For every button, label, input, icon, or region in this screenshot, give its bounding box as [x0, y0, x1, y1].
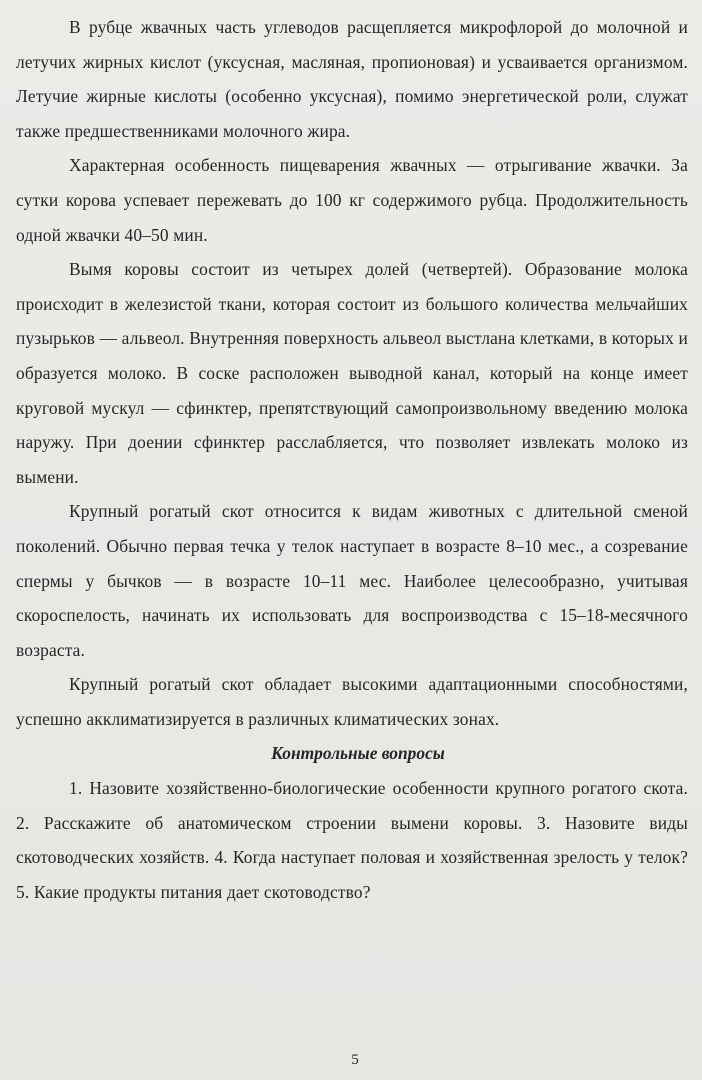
paragraph-reproduction: Крупный рогатый скот относится к видам животных с длительной сменой поколений. Обычно первая течка у телок наступает в возрасте 8–10 мес., а созревание спермы у бычков — в возрасте 10–11 мес. Наиболее целесообразно, учитывая скороспелость, начинать их использовать для воспроизводства с 15–18-месячного возраста.	[16, 501, 688, 660]
paragraph-adaptation: Крупный рогатый скот обладает высокими адаптационными способностями, успешно акклиматизируется в различных климатических зонах.	[16, 674, 688, 729]
paragraph-rumen-digestion: В рубце жвачных часть углеводов расщепляется микрофлорой до молочной и летучих жирных кислот (уксусная, масляная, пропионовая) и усваивается организмом. Летучие жирные кислоты (особенно уксусная), помимо энергетической роли, служат также предшественниками молочного жира.	[16, 17, 688, 141]
page-number: 5	[351, 1052, 359, 1068]
section-heading: Контрольные вопросы	[271, 743, 445, 764]
questions-paragraph: 1. Назовите хозяйственно-биологические особенности крупного рогатого скота. 2. Расскажите об анатомическом строении вымени коровы. 3. Назовите виды скотоводческих хозяйств. 4. Когда наступает половая и хозяйственная зрелость у телок? 5. Какие продукты питания дает скотоводство?	[16, 778, 688, 902]
paragraph-rumination: Характерная особенность пищеварения жвачных — отрыгивание жвачки. За сутки корова успевает пережевать до 100 кг содержимого рубца. Продолжительность одной жвачки 40–50 мин.	[16, 155, 688, 245]
paragraph-udder-structure: Вымя коровы состоит из четырех долей (четвертей). Образование молока происходит в железистой ткани, которая состоит из большого количества мельчайших пузырьков — альвеол. Внутренняя поверхность альвеол выстлана клетками, в которых и образуется молоко. В соске расположен выводной канал, который на конце имеет круговой мускул — сфинктер, препятствующий самопроизвольному введению молока наружу. При доении сфинктер расслабляется, что позволяет извлекать молоко из вымени.	[16, 259, 688, 487]
